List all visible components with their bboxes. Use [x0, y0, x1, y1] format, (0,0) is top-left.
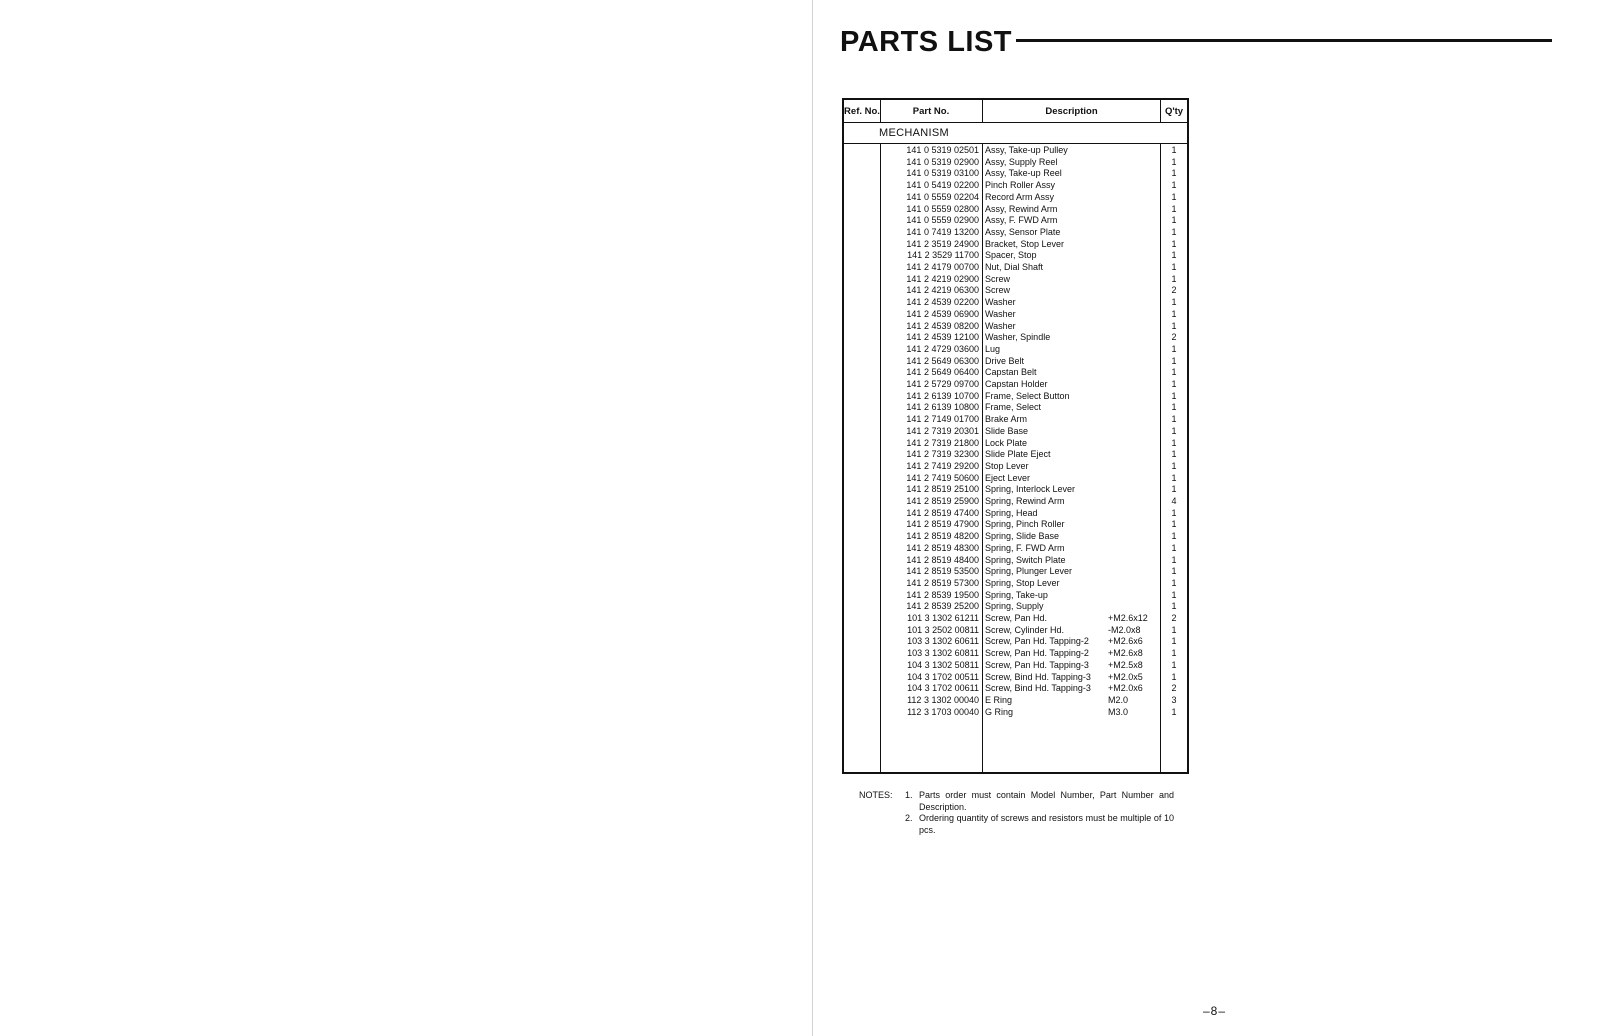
part-number-cell: 141 2 6139 10700	[906, 390, 979, 401]
table-row	[844, 414, 1187, 426]
description-cell: Washer	[985, 297, 1016, 308]
part-number-cell: 141 2 8519 48200	[906, 531, 979, 542]
description-cell: Spring, Plunger Lever	[985, 566, 1073, 577]
part-number-cell: 141 2 7319 21800	[906, 437, 979, 448]
description-cell: Nut, Dial Shaft	[985, 262, 1044, 272]
table-row	[844, 227, 1187, 239]
table-row	[844, 321, 1187, 333]
description-cell: Pinch Roller Assy	[985, 180, 1056, 191]
qty-cell: 1	[1171, 226, 1177, 237]
notes-label: NOTES:	[859, 790, 893, 800]
header-ref-no: Ref. No.	[844, 105, 880, 117]
description-cell: Spacer, Stop	[985, 250, 1037, 261]
table-row	[844, 356, 1187, 368]
description-cell: Screw, Pan Hd.	[985, 613, 1048, 623]
spec-cell: -M2.0x8	[1108, 624, 1141, 635]
description-cell: Spring, Supply	[985, 601, 1044, 612]
part-number-cell: 141 2 4219 02900	[906, 273, 979, 284]
qty-cell: 1	[1171, 659, 1177, 670]
qty-cell: 1	[1171, 414, 1177, 425]
part-number-cell: 141 2 8519 48400	[906, 554, 979, 565]
qty-cell: 1	[1171, 402, 1177, 413]
part-number-cell: 112 3 1302 00040	[907, 694, 979, 705]
qty-cell: 1	[1171, 648, 1177, 659]
table-row	[844, 543, 1187, 555]
qty-cell: 1	[1171, 601, 1177, 612]
table-row	[844, 519, 1187, 531]
table-row	[844, 484, 1187, 496]
note-text: Parts order must contain Model Number, Part Number and Description.	[919, 790, 1174, 812]
table-row	[844, 683, 1187, 695]
table-row	[844, 391, 1187, 403]
description-cell: Screw, Pan Hd. Tapping-2	[985, 636, 1089, 647]
part-number-cell: 141 2 4539 06900	[906, 308, 979, 319]
part-number-cell: 141 0 5559 02800	[906, 203, 979, 214]
qty-cell: 1	[1171, 273, 1177, 284]
qty-cell: 2	[1171, 683, 1177, 694]
description-cell: Drive Belt	[985, 355, 1025, 366]
description-cell: Eject Lever	[985, 472, 1031, 483]
table-row	[844, 496, 1187, 508]
part-number-cell: 104 3 1702 00511	[907, 671, 979, 682]
part-number-cell: 141 2 7419 50600	[906, 472, 979, 483]
header-part-no: Part No.	[912, 105, 950, 117]
table-row	[844, 204, 1187, 216]
table-row	[844, 274, 1187, 286]
col-divider-part-header	[982, 100, 983, 122]
qty-cell: 1	[1171, 425, 1177, 436]
qty-cell: 1	[1171, 671, 1177, 682]
description-cell: Spring, Slide Base	[985, 531, 1060, 542]
qty-cell: 1	[1171, 367, 1177, 378]
part-number-cell: 104 3 1702 00611	[907, 683, 979, 694]
table-row	[844, 625, 1187, 637]
part-number-cell: 101 3 2502 00811	[907, 624, 979, 635]
table-row	[844, 461, 1187, 473]
description-cell: Spring, Switch Plate	[985, 554, 1066, 565]
qty-cell: 1	[1171, 566, 1177, 577]
note-number: 2.	[905, 813, 913, 823]
qty-cell: 1	[1171, 449, 1177, 460]
table-row	[844, 309, 1187, 321]
qty-cell: 1	[1171, 308, 1177, 319]
table-row	[844, 672, 1187, 684]
part-number-cell: 141 2 8519 47900	[906, 519, 979, 530]
table-row	[844, 660, 1187, 672]
description-cell: Lug	[985, 343, 1001, 354]
description-cell: Washer	[985, 320, 1016, 331]
qty-cell: 2	[1171, 613, 1177, 623]
qty-cell: 1	[1171, 320, 1177, 331]
header-qty: Q'ty	[1164, 105, 1184, 117]
description-cell: Slide Base	[985, 425, 1029, 436]
part-number-cell: 141 2 8519 25100	[906, 484, 979, 495]
spec-cell: M2.0	[1108, 694, 1129, 705]
table-row	[844, 145, 1187, 157]
table-row	[844, 215, 1187, 227]
part-number-cell: 141 2 4179 00700	[906, 262, 979, 272]
qty-cell: 1	[1171, 507, 1177, 518]
table-row	[844, 262, 1187, 274]
qty-cell: 2	[1171, 332, 1177, 343]
table-row	[844, 601, 1187, 613]
part-number-cell: 141 2 4539 12100	[906, 332, 979, 343]
part-number-cell: 141 2 7319 32300	[906, 449, 979, 460]
page-title: PARTS LIST	[840, 26, 1013, 58]
part-number-cell: 141 2 8519 53500	[906, 566, 979, 577]
part-number-cell: 141 2 3529 11700	[907, 250, 979, 261]
description-cell: Assy, Take-up Pulley	[985, 145, 1068, 155]
qty-cell: 1	[1171, 706, 1177, 717]
part-number-cell: 141 2 8519 47400	[906, 507, 979, 518]
description-cell: Spring, F. FWD Arm	[985, 542, 1065, 553]
parts-table	[842, 98, 1189, 774]
qty-cell: 1	[1171, 379, 1177, 389]
description-cell: Capstan Belt	[985, 367, 1037, 378]
part-number-cell: 141 2 4539 02200	[906, 297, 979, 308]
qty-cell: 1	[1171, 156, 1177, 167]
section-label: MECHANISM	[879, 127, 949, 139]
table-row	[844, 648, 1187, 660]
qty-cell: 1	[1171, 472, 1177, 483]
qty-cell: 1	[1171, 343, 1177, 354]
qty-cell: 1	[1171, 542, 1177, 553]
description-cell: Spring, Pinch Roller	[985, 519, 1065, 530]
description-cell: Screw, Pan Hd. Tapping-2	[985, 648, 1089, 659]
qty-cell: 1	[1171, 519, 1177, 530]
table-row	[844, 297, 1187, 309]
description-cell: G Ring	[985, 706, 1014, 717]
qty-cell: 1	[1171, 215, 1177, 226]
header-description: Description	[1045, 105, 1098, 117]
qty-cell: 1	[1171, 297, 1177, 308]
description-cell: Lock Plate	[985, 437, 1028, 448]
description-cell: Brake Arm	[985, 414, 1028, 425]
part-number-cell: 141 2 8519 48300	[906, 542, 979, 553]
col-divider-desc-header	[1160, 100, 1161, 122]
part-number-cell: 141 0 5419 02200	[906, 180, 979, 191]
description-cell: Frame, Select Button	[985, 390, 1070, 401]
table-row	[844, 402, 1187, 414]
description-cell: Spring, Interlock Lever	[985, 484, 1076, 495]
table-row	[844, 636, 1187, 648]
table-row	[844, 566, 1187, 578]
qty-cell: 1	[1171, 262, 1177, 272]
part-number-cell: 103 3 1302 60811	[907, 648, 979, 659]
table-row	[844, 695, 1187, 707]
description-cell: Washer, Spindle	[985, 332, 1051, 343]
part-number-cell: 141 2 5649 06400	[906, 367, 979, 378]
description-cell: Screw, Pan Hd. Tapping-3	[985, 659, 1089, 670]
table-row	[844, 590, 1187, 602]
part-number-cell: 141 0 5559 02900	[906, 215, 979, 226]
qty-cell: 1	[1171, 191, 1177, 202]
table-row	[844, 473, 1187, 485]
qty-cell: 2	[1171, 285, 1177, 296]
description-cell: Spring, Stop Lever	[985, 577, 1060, 588]
description-cell: Screw	[985, 273, 1011, 284]
table-row	[844, 180, 1187, 192]
table-header	[844, 100, 1187, 123]
note-number: 1.	[905, 790, 913, 800]
spec-cell: M3.0	[1108, 706, 1129, 717]
qty-cell: 1	[1171, 484, 1177, 495]
part-number-cell: 141 2 4729 03600	[906, 343, 979, 354]
description-cell: Frame, Select	[985, 402, 1042, 413]
qty-cell: 1	[1171, 238, 1177, 249]
table-row	[844, 613, 1187, 625]
part-number-cell: 141 2 5729 09700	[906, 379, 979, 389]
qty-cell: 3	[1171, 694, 1177, 705]
qty-cell: 1	[1171, 589, 1177, 600]
qty-cell: 1	[1171, 577, 1177, 588]
qty-cell: 1	[1171, 168, 1177, 179]
description-cell: Assy, Rewind Arm	[985, 203, 1058, 214]
description-cell: E Ring	[985, 694, 1013, 705]
part-number-cell: 141 2 6139 10800	[906, 402, 979, 413]
qty-cell: 1	[1171, 250, 1177, 261]
part-number-cell: 141 0 5319 03100	[906, 168, 979, 179]
part-number-cell: 141 0 5559 02204	[906, 191, 979, 202]
description-cell: Washer	[985, 308, 1016, 319]
qty-cell: 1	[1171, 636, 1177, 647]
part-number-cell: 141 0 7419 13200	[906, 226, 979, 237]
part-number-cell: 141 2 5649 06300	[906, 355, 979, 366]
description-cell: Spring, Head	[985, 507, 1038, 518]
part-number-cell: 141 2 7319 20301	[906, 425, 979, 436]
title-rule	[1016, 39, 1552, 42]
section-row	[844, 123, 1187, 144]
description-cell: Slide Plate Eject	[985, 449, 1051, 460]
table-row	[844, 426, 1187, 438]
description-cell: Spring, Take-up	[985, 589, 1048, 600]
description-cell: Screw, Bind Hd. Tapping-3	[985, 671, 1091, 682]
table-row	[844, 449, 1187, 461]
table-row	[844, 250, 1187, 262]
part-number-cell: 141 2 8539 19500	[906, 589, 979, 600]
part-number-cell: 141 2 4539 08200	[906, 320, 979, 331]
spec-cell: +M2.5x8	[1108, 659, 1143, 670]
qty-cell: 1	[1171, 460, 1177, 471]
table-row	[844, 555, 1187, 567]
table-row	[844, 531, 1187, 543]
table-row	[844, 239, 1187, 251]
description-cell: Bracket, Stop Lever	[985, 238, 1065, 249]
qty-cell: 1	[1171, 437, 1177, 448]
description-cell: Screw, Cylinder Hd.	[985, 624, 1065, 635]
qty-cell: 1	[1171, 554, 1177, 565]
table-row	[844, 168, 1187, 180]
title-row	[840, 26, 1552, 58]
qty-cell: 1	[1171, 390, 1177, 401]
description-cell: Assy, F. FWD Arm	[985, 215, 1058, 226]
spec-cell: +M2.0x5	[1108, 671, 1143, 682]
description-cell: Capstan Holder	[985, 379, 1048, 389]
description-cell: Assy, Take-up Reel	[985, 168, 1062, 179]
spec-cell: +M2.0x6	[1108, 683, 1143, 694]
part-number-cell: 141 0 5319 02501	[906, 145, 979, 155]
qty-cell: 1	[1171, 145, 1177, 155]
table-row	[844, 578, 1187, 590]
part-number-cell: 141 2 3519 24900	[906, 238, 979, 249]
part-number-cell: 141 2 7149 01700	[906, 414, 979, 425]
description-cell: Assy, Sensor Plate	[985, 226, 1061, 237]
description-cell: Spring, Rewind Arm	[985, 496, 1065, 506]
part-number-cell: 104 3 1302 50811	[907, 659, 979, 670]
description-cell: Record Arm Assy	[985, 191, 1055, 202]
description-cell: Screw, Bind Hd. Tapping-3	[985, 683, 1091, 694]
description-cell: Screw	[985, 285, 1011, 296]
description-cell: Stop Lever	[985, 460, 1029, 471]
qty-cell: 1	[1171, 355, 1177, 366]
note-text: Ordering quantity of screws and resistors must be multiple of 10 pcs.	[919, 813, 1174, 835]
table-row	[844, 285, 1187, 297]
part-number-cell: 103 3 1302 60611	[907, 636, 979, 647]
spec-cell: +M2.6x8	[1108, 648, 1143, 659]
table-row	[844, 344, 1187, 356]
table-row	[844, 367, 1187, 379]
part-number-cell: 141 2 8519 25900	[906, 496, 979, 506]
qty-cell: 1	[1171, 624, 1177, 635]
description-cell: Assy, Supply Reel	[985, 156, 1058, 167]
qty-cell: 1	[1171, 203, 1177, 214]
table-row	[844, 332, 1187, 344]
part-number-cell: 112 3 1703 00040	[907, 706, 979, 717]
col-divider-ref-header	[880, 100, 881, 122]
table-row	[844, 707, 1187, 719]
table-row	[844, 379, 1187, 391]
qty-cell: 4	[1171, 496, 1177, 506]
part-number-cell: 141 2 4219 06300	[906, 285, 979, 296]
table-row	[844, 508, 1187, 520]
part-number-cell: 141 2 8539 25200	[906, 601, 979, 612]
qty-cell: 1	[1171, 180, 1177, 191]
qty-cell: 1	[1171, 531, 1177, 542]
table-row	[844, 157, 1187, 169]
table-row	[844, 192, 1187, 204]
part-number-cell: 141 2 8519 57300	[906, 577, 979, 588]
part-number-cell: 101 3 1302 61211	[907, 613, 979, 623]
part-number-cell: 141 2 7419 29200	[906, 460, 979, 471]
table-row	[844, 438, 1187, 450]
spec-cell: +M2.6x12	[1108, 613, 1148, 623]
page-number: –8–	[1203, 1004, 1227, 1018]
part-number-cell: 141 0 5319 02900	[906, 156, 979, 167]
spec-cell: +M2.6x6	[1108, 636, 1143, 647]
